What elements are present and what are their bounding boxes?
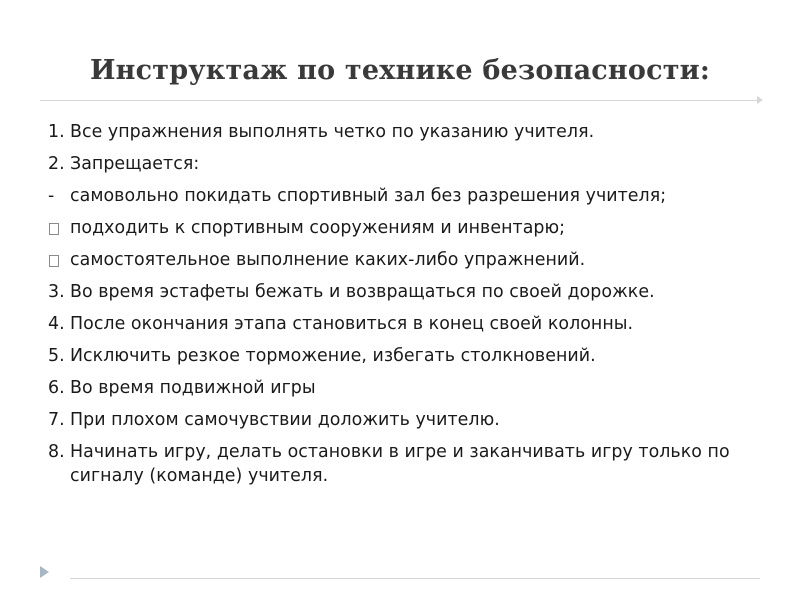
item-number: 6. xyxy=(48,378,65,398)
title-divider-end xyxy=(757,96,763,104)
item-number: 2. xyxy=(48,154,65,174)
item-text: Начинать игру, делать остановки в игре и заканчивать игру только по сигналу (команде) учителя. xyxy=(70,442,730,486)
item-number: 4. xyxy=(48,314,65,334)
item-text: Все упражнения выполнять четко по указанию учителя. xyxy=(70,122,595,142)
list-item xyxy=(48,280,768,304)
list-item xyxy=(48,312,768,336)
item-text: самостоятельное выполнение каких-либо упражнений. xyxy=(70,250,586,270)
list-item xyxy=(48,120,768,144)
square-bullet-icon xyxy=(49,255,59,267)
list-item xyxy=(48,344,768,368)
item-text: Во время подвижной игры xyxy=(70,378,316,398)
instruction-list xyxy=(48,120,768,496)
item-number: 3. xyxy=(48,282,65,302)
dash-marker: - xyxy=(48,186,55,206)
title-divider xyxy=(40,100,758,101)
list-item xyxy=(48,440,768,488)
list-item xyxy=(48,184,768,208)
item-text: После окончания этапа становиться в конец своей колонны. xyxy=(70,314,634,334)
item-number: 1. xyxy=(48,122,65,142)
item-number: 5. xyxy=(48,346,65,366)
list-item xyxy=(48,376,768,400)
item-text: При плохом самочувствии доложить учителю. xyxy=(70,410,500,430)
item-number: 8. xyxy=(48,442,65,462)
list-item xyxy=(48,152,768,176)
item-text: подходить к спортивным сооружениям и инвентарю; xyxy=(70,218,566,238)
list-item xyxy=(48,216,768,240)
square-bullet-icon xyxy=(49,223,59,235)
item-text: самовольно покидать спортивный зал без разрешения учителя; xyxy=(70,186,667,206)
list-item xyxy=(48,408,768,432)
slide-title: Инструктаж по технике безопасности: xyxy=(89,55,711,86)
list-item xyxy=(48,248,768,272)
item-text: Во время эстафеты бежать и возвращаться по своей дорожке. xyxy=(70,282,655,302)
item-text: Запрещается: xyxy=(70,154,200,174)
item-text: Исключить резкое торможение, избегать столкновений. xyxy=(70,346,596,366)
bottom-divider xyxy=(70,578,760,579)
item-number: 7. xyxy=(48,410,65,430)
arrow-right-icon xyxy=(40,566,49,578)
